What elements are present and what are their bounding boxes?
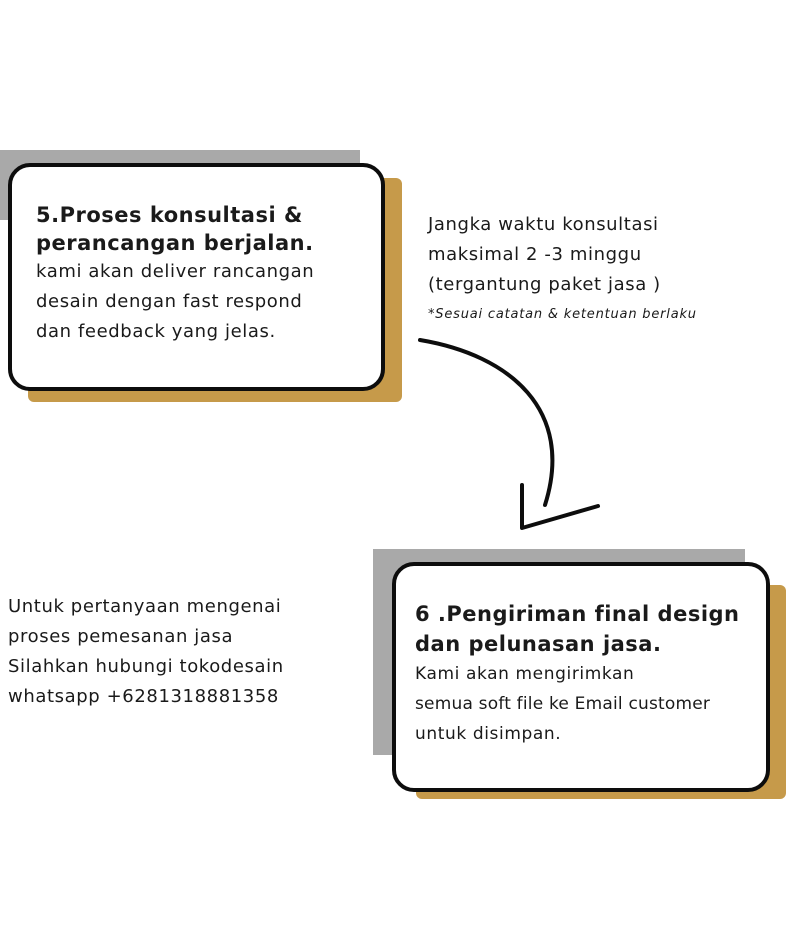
contact-whatsapp: whatsapp +6281318881358: [8, 686, 279, 707]
step5-body-line: desain dengan fast respond: [36, 291, 303, 312]
step6-title-line: dan pelunasan jasa.: [415, 632, 662, 656]
step5-title-line: perancangan berjalan.: [36, 231, 314, 255]
contact-line: Silahkan hubungi tokodesain: [8, 656, 284, 677]
step5-title-line: 5.Proses konsultasi &: [36, 203, 303, 227]
contact-note: [8, 592, 284, 712]
step5-body: [36, 257, 381, 347]
duration-disclaimer: *Sesuai catatan & ketentuan berlaku: [428, 307, 697, 322]
step6-body: [415, 659, 766, 749]
contact-line: proses pemesanan jasa: [8, 626, 234, 647]
duration-line: maksimal 2 -3 minggu: [428, 244, 642, 265]
step6-body-line: Kami akan mengirimkan: [415, 664, 635, 684]
step5-card: [8, 163, 385, 391]
duration-note: [428, 210, 697, 326]
step6-title: [415, 599, 766, 659]
step5-body-line: kami akan deliver rancangan: [36, 261, 315, 282]
curved-arrow-icon: [410, 330, 620, 540]
duration-line: Jangka waktu konsultasi: [428, 214, 659, 235]
step6-body-line: semua soft file ke Email customer: [415, 694, 711, 714]
step5-body-line: dan feedback yang jelas.: [36, 321, 276, 342]
step6-title-line: 6 .Pengiriman final design: [415, 602, 740, 626]
step6-card: [392, 562, 770, 792]
duration-line: (tergantung paket jasa ): [428, 274, 661, 295]
step6-body-line: untuk disimpan.: [415, 724, 562, 744]
step5-title: [36, 201, 381, 257]
contact-line: Untuk pertanyaan mengenai: [8, 596, 282, 617]
